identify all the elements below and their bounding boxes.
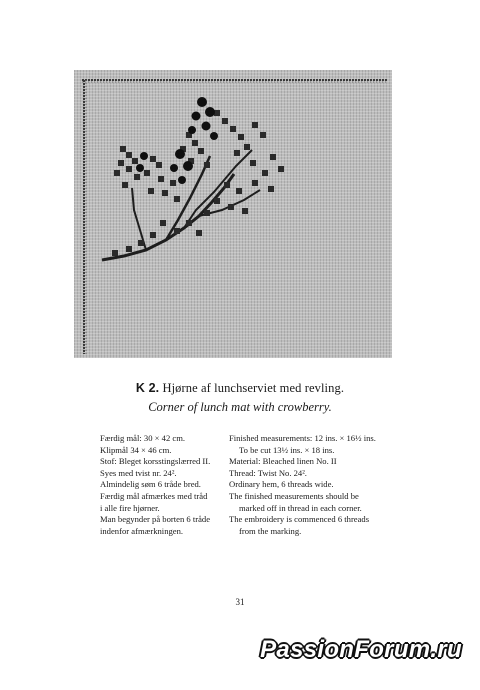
instruction-line: marked off in thread in each corner.: [239, 502, 362, 513]
page-number: 31: [235, 597, 245, 607]
instructions-danish: [100, 433, 210, 537]
instruction-line: from the marking.: [239, 525, 302, 536]
instruction-line: i alle fire hjørner.: [100, 502, 160, 513]
instruction-line: Syes med tvist nr. 24².: [100, 467, 177, 478]
instruction-line: Thread: Twist No. 24².: [229, 467, 307, 478]
figure-caption-danish: [0, 381, 480, 396]
instruction-line: Stof: Bleget korsstingslærred II.: [100, 456, 211, 467]
instruction-line: Material: Bleached linen No. II: [229, 456, 337, 467]
instruction-line: Klipmål 34 × 46 cm.: [100, 444, 172, 455]
instruction-line: indenfor afmærkningen.: [100, 525, 184, 536]
instruction-line: The finished measurements should be: [229, 490, 359, 501]
instructions-english: [229, 433, 376, 537]
instruction-line: Ordinary hem, 6 threads wide.: [229, 479, 334, 490]
instruction-line: To be cut 13½ ins. × 18 ins.: [239, 444, 335, 455]
instruction-line: Finished measurements: 12 ins. × 16½ ins.: [229, 433, 376, 443]
crowberry-embroidery-illustration: [74, 70, 392, 358]
figure-code: K 2.: [135, 381, 160, 395]
embroidery-photo: [74, 70, 392, 358]
instruction-line: Færdig mål: 30 × 42 cm.: [100, 433, 186, 443]
site-watermark: PassionForum.ru: [260, 636, 462, 663]
figure-caption-english: Corner of lunch mat with crowberry.: [148, 400, 332, 414]
instruction-line: Færdig mål afmærkes med tråd: [100, 490, 208, 501]
instruction-line: Man begynder på borten 6 tråde: [100, 514, 211, 525]
instruction-line: Almindelig søm 6 tråde bred.: [100, 479, 201, 490]
instruction-line: The embroidery is commenced 6 threads: [229, 514, 370, 525]
caption-title-danish: Hjørne af lunchserviet med revling.: [162, 381, 345, 395]
